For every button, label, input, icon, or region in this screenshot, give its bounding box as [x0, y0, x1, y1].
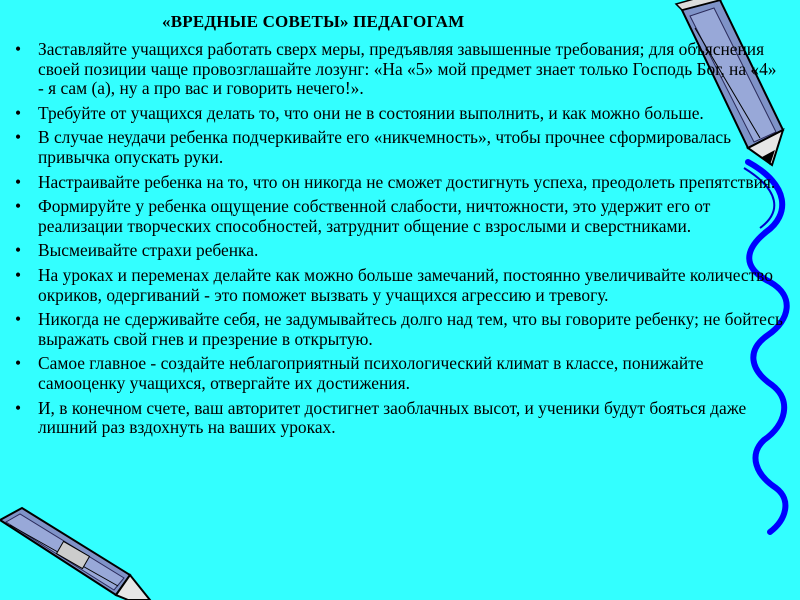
list-item	[8, 173, 784, 193]
advice-text: В случае неудачи ребенка подчеркивайте его «никчемность», чтобы прочнее сформировалась привычка опускать руки.	[38, 127, 732, 167]
bullet-icon: •	[14, 240, 22, 261]
bullet-icon: •	[14, 264, 22, 285]
advice-text: И, в конечном счете, ваш авторитет достигнет заоблачных высот, и ученики будут бояться даже лишний раз вздохнуть на ваших уроках.	[38, 397, 747, 438]
list-item	[8, 399, 784, 438]
list-item	[8, 354, 784, 393]
bullet-icon: •	[14, 171, 22, 192]
bullet-icon: •	[14, 127, 22, 148]
advice-text: Требуйте от учащихся делать то, что они не в состоянии выполнить, и как можно больше.	[38, 102, 704, 123]
bullet-icon: •	[14, 102, 22, 123]
advice-list	[8, 40, 784, 443]
list-item	[8, 40, 784, 99]
advice-text: Настраивайте ребенка на то, что он никогда не сможет достигнуть успеха, преодолеть препятствия.	[38, 171, 776, 192]
bullet-icon: •	[14, 397, 22, 418]
bullet-icon: •	[14, 196, 22, 217]
list-item	[8, 128, 784, 167]
advice-text: Заставляйте учащихся работать сверх меры, предъявляя завышенные требования; для объяснения своей позиции чаще провозглашайте лозунг: «На «5» мой предмет знает только Господь Бог, на «4» - я сам (а), ну а про вас и говорить нечего!».	[38, 39, 777, 99]
list-item	[8, 241, 784, 261]
advice-text: На уроках и переменах делайте как можно больше замечаний, постоянно увеличивайте количество окриков, одергиваний - это поможет вызвать у учащихся агрессию и тревогу.	[38, 264, 773, 305]
slide-title: «ВРЕДНЫЕ СОВЕТЫ» ПЕДАГОГАМ	[162, 12, 465, 31]
advice-text: Формируйте у ребенка ощущение собственной слабости, ничтожности, это удержит его от реализации творческих способностей, затруднит общение с взрослыми и сверстниками.	[38, 196, 711, 236]
bullet-icon: •	[14, 353, 22, 374]
advice-text: Никогда не сдерживайте себя, не задумывайтесь долго над тем, что вы говорите ребенку; не бойтесь выражать свой гнев и презрение в открытую.	[38, 309, 783, 349]
list-item	[8, 197, 784, 236]
list-item	[8, 310, 784, 349]
list-item	[8, 266, 784, 305]
bullet-icon: •	[14, 309, 22, 330]
bullet-icon: •	[14, 39, 22, 59]
pen-bottom-left-icon	[0, 508, 150, 600]
advice-text: Высмеивайте страхи ребенка.	[38, 240, 259, 261]
advice-text: Самое главное - создайте неблагоприятный психологический климат в классе, понижайте самооценку учащихся, отвергайте их достижения.	[38, 353, 704, 393]
list-item	[8, 104, 784, 124]
